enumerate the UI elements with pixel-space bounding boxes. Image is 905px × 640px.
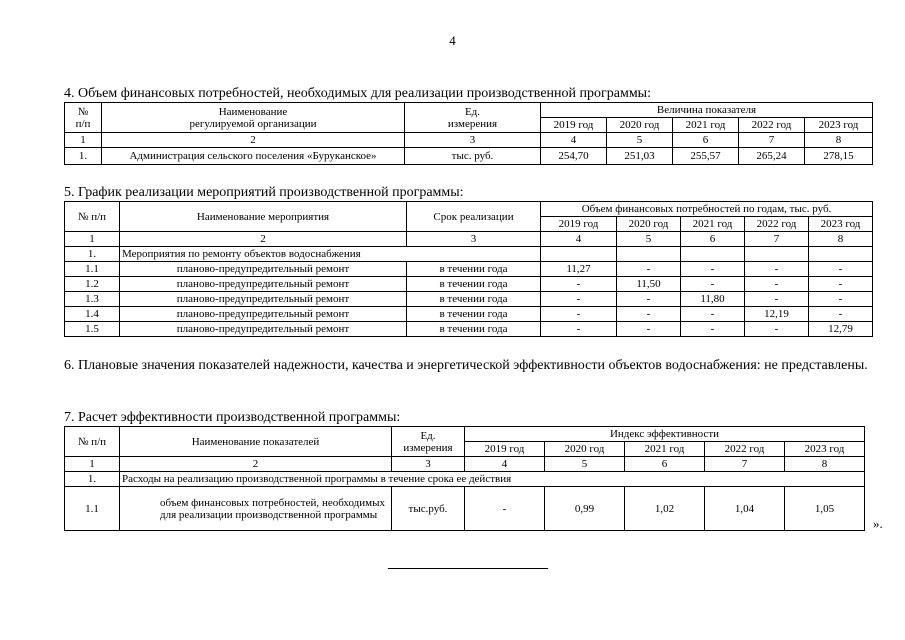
efficiency-table (64, 426, 865, 531)
row-number: 1.1 (65, 487, 120, 531)
column-number: 6 (625, 457, 705, 472)
value-cell: - (681, 277, 745, 292)
table-row (65, 322, 873, 337)
activity-name: планово-предупредительный ремонт (120, 262, 407, 277)
row-number: 1.4 (65, 307, 120, 322)
value-cell: - (541, 322, 617, 337)
term: в течении года (407, 307, 541, 322)
value-cell: 12,19 (745, 307, 809, 322)
column-number: 8 (785, 457, 865, 472)
col-value-header: Величина показателя (541, 103, 873, 118)
value-cell: - (617, 307, 681, 322)
value-cell: - (617, 322, 681, 337)
year-header: 2019 год (465, 442, 545, 457)
value-cell: 251,03 (607, 148, 673, 165)
term: в течении года (407, 277, 541, 292)
table-row (65, 148, 873, 165)
col-name-header: Наименование регулируемой организации (102, 103, 405, 133)
value-cell: 278,15 (805, 148, 873, 165)
value-cell: - (681, 262, 745, 277)
col-no-header: № п/п (65, 202, 120, 232)
value-cell: 11,27 (541, 262, 617, 277)
value-cell: - (809, 292, 873, 307)
year-header: 2020 год (617, 217, 681, 232)
column-number: 7 (739, 133, 805, 148)
value-cell: - (681, 322, 745, 337)
section-4-heading: 4. Объем финансовых потребностей, необходимых для реализации производственной программы: (64, 86, 651, 101)
column-number: 7 (705, 457, 785, 472)
column-number: 4 (541, 133, 607, 148)
value-cell: 254,70 (541, 148, 607, 165)
year-header: 2023 год (805, 118, 873, 133)
year-header: 2021 год (673, 118, 739, 133)
group-name: Мероприятия по ремонту объектов водоснабжения (120, 247, 541, 262)
column-number: 3 (405, 133, 541, 148)
value-cell: 1,05 (785, 487, 865, 531)
column-number: 8 (809, 232, 873, 247)
term: в течении года (407, 322, 541, 337)
year-header: 2023 год (809, 217, 873, 232)
column-number: 4 (541, 232, 617, 247)
column-number: 2 (120, 232, 407, 247)
group-row (65, 472, 865, 487)
value-cell: 12,79 (809, 322, 873, 337)
column-number: 7 (745, 232, 809, 247)
activity-name: планово-предупредительный ремонт (120, 322, 407, 337)
column-number: 1 (65, 232, 120, 247)
activity-name: планово-предупредительный ремонт (120, 277, 407, 292)
value-cell: - (809, 262, 873, 277)
year-header: 2022 год (705, 442, 785, 457)
value-cell: - (617, 292, 681, 307)
value-cell: - (681, 307, 745, 322)
indicator-name: объем финансовых потребностей, необходимых для реализации производственной программы (120, 487, 392, 531)
col-name-header: Наименование показателей (120, 427, 392, 457)
column-number: 2 (120, 457, 392, 472)
group-row (65, 247, 873, 262)
unit: тыс. руб. (405, 148, 541, 165)
column-number: 6 (673, 133, 739, 148)
col-term-header: Срок реализации (407, 202, 541, 232)
column-number: 8 (805, 133, 873, 148)
value-cell: - (809, 307, 873, 322)
value-cell: - (541, 292, 617, 307)
term: в течении года (407, 262, 541, 277)
value-cell: - (745, 322, 809, 337)
year-header: 2019 год (541, 118, 607, 133)
value-cell: 11,50 (617, 277, 681, 292)
value-cell: - (745, 277, 809, 292)
col-no-header: № п/п (65, 103, 102, 133)
year-header: 2019 год (541, 217, 617, 232)
table-row (65, 277, 873, 292)
divider-line (388, 568, 548, 569)
col-name-header: Наименование мероприятия (120, 202, 407, 232)
value-cell: - (541, 307, 617, 322)
value-cell: 0,99 (545, 487, 625, 531)
value-cell: - (745, 292, 809, 307)
table-row (65, 262, 873, 277)
year-header: 2023 год (785, 442, 865, 457)
activity-name: планово-предупредительный ремонт (120, 307, 407, 322)
col-volume-header: Объем финансовых потребностей по годам, тыс. руб. (541, 202, 873, 217)
column-number: 5 (545, 457, 625, 472)
value-cell: 265,24 (739, 148, 805, 165)
unit: тыс.руб. (392, 487, 465, 531)
row-number: 1.1 (65, 262, 120, 277)
col-unit-header: Ед. измерения (405, 103, 541, 133)
row-number: 1. (65, 148, 102, 165)
section-5-heading: 5. График реализации мероприятий производственной программы: (64, 185, 464, 200)
organization-name: Администрация сельского поселения «Буруканское» (102, 148, 405, 165)
row-number: 1. (65, 472, 120, 487)
value-cell: 1,02 (625, 487, 705, 531)
value-cell: - (541, 277, 617, 292)
page-number: 4 (449, 33, 456, 48)
year-header: 2021 год (625, 442, 705, 457)
column-number: 6 (681, 232, 745, 247)
year-header: 2022 год (745, 217, 809, 232)
value-cell: - (465, 487, 545, 531)
row-number: 1.2 (65, 277, 120, 292)
value-cell: - (745, 262, 809, 277)
table-row (65, 292, 873, 307)
value-cell: 255,57 (673, 148, 739, 165)
activity-name: планово-предупредительный ремонт (120, 292, 407, 307)
table-row (65, 487, 865, 531)
value-cell: 1,04 (705, 487, 785, 531)
row-number: 1.5 (65, 322, 120, 337)
row-number: 1.3 (65, 292, 120, 307)
value-cell: 11,80 (681, 292, 745, 307)
term: в течении года (407, 292, 541, 307)
year-header: 2020 год (607, 118, 673, 133)
financial-needs-table (64, 102, 873, 165)
column-number: 1 (65, 133, 102, 148)
column-number: 1 (65, 457, 120, 472)
year-header: 2020 год (545, 442, 625, 457)
year-header: 2022 год (739, 118, 805, 133)
closing-quote: ». (873, 516, 883, 531)
table-row (65, 307, 873, 322)
row-number: 1. (65, 247, 120, 262)
column-number: 5 (617, 232, 681, 247)
col-unit-header: Ед. измерения (392, 427, 465, 457)
section-6-text: 6. Плановые значения показателей надежности, качества и энергетической эффективности объектов водоснабжения: не представлены. (64, 358, 868, 373)
year-header: 2021 год (681, 217, 745, 232)
section-7-heading: 7. Расчет эффективности производственной программы: (64, 410, 401, 425)
col-index-header: Индекс эффективности (465, 427, 865, 442)
column-number: 3 (392, 457, 465, 472)
col-no-header: № п/п (65, 427, 120, 457)
column-number: 4 (465, 457, 545, 472)
schedule-table (64, 201, 873, 337)
value-cell: - (809, 277, 873, 292)
column-number: 2 (102, 133, 405, 148)
column-number: 3 (407, 232, 541, 247)
column-number: 5 (607, 133, 673, 148)
value-cell: - (617, 262, 681, 277)
group-name: Расходы на реализацию производственной программы в течение срока ее действия (120, 472, 865, 487)
